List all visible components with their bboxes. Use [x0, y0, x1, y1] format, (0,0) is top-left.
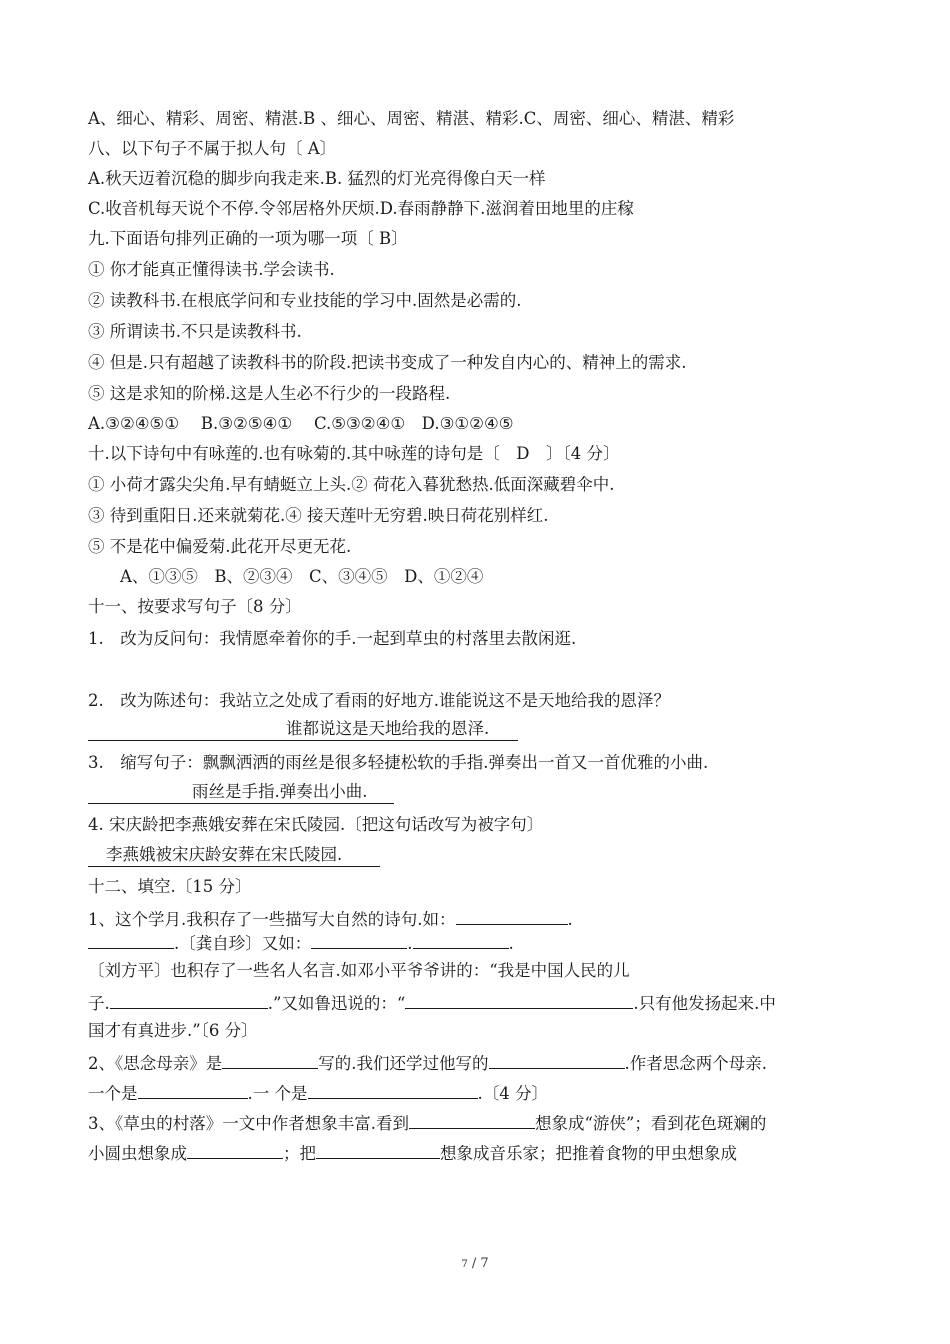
- fill-q1-line-4: [88, 990, 878, 1015]
- section-11-q1: 1. 改为反问句：我情愿牵着你的手.一起到草虫的村落里去散闲逛.: [88, 629, 577, 648]
- question-8: 八、以下句子不属于拟人句〔 A〕: [88, 139, 337, 158]
- blank-13[interactable]: [316, 1140, 440, 1159]
- question-10-options: A、①③⑤ B、②③④ C、③④⑤ D、①②④: [120, 567, 484, 586]
- blank-5[interactable]: [110, 990, 268, 1009]
- fill-q2-line-1: [88, 1050, 878, 1075]
- question-10-item-5: ⑤ 不是花中偏爱菊.此花开尽更无花.: [88, 537, 352, 556]
- page-footer: [0, 1256, 950, 1271]
- question-10: 十.以下诗句中有咏莲的.也有咏菊的.其中咏莲的诗句是〔 D 〕〔4 分〕: [88, 444, 620, 463]
- question-10-item-3-4: ③ 待到重阳日.还来就菊花.④ 接天莲叶无穷碧.映日荷花别样红.: [88, 506, 549, 525]
- fill-q3-text-b2: ；把: [283, 1144, 316, 1163]
- section-11-q4-answer: [88, 844, 380, 867]
- fill-q1-text-a: 1、这个学月.我积存了一些描写大自然的诗句.如：: [88, 910, 456, 929]
- fill-q2-text-b2: .一 个是: [247, 1084, 308, 1103]
- answer-4-text: 李燕娥被宋庆龄安葬在宋氏陵园.: [106, 845, 343, 864]
- fill-q3-text-a2: 想象成“游侠”；看到花色斑斓的: [535, 1114, 767, 1133]
- question-9-item-4: ④ 但是.只有超越了读教科书的阶段.把读书变成了一种发自内心的、精神上的需求.: [88, 353, 687, 372]
- fill-q1-line-3: 〔刘方平〕也积存了一些名人名言.如邓小平爷爷讲的：“我是中国人民的儿: [88, 961, 630, 980]
- fill-q2-text-b3: .〔4 分〕: [477, 1084, 548, 1103]
- section-11-q3-answer: [88, 781, 394, 804]
- blank-11[interactable]: [409, 1110, 535, 1129]
- question-10-item-1-2: ① 小荷才露尖尖角.早有蜻蜓立上头.② 荷花入暮犹愁热.低面深藏碧伞中.: [88, 475, 615, 494]
- question-9-item-3: ③ 所谓读书.不只是读教科书.: [88, 322, 302, 341]
- fill-q3-text-a1: 3、《草虫的村落》一文中作者想象丰富.看到: [88, 1114, 409, 1133]
- blank-3[interactable]: [311, 930, 407, 949]
- fill-q3-text-b1: 小圆虫想象成: [88, 1144, 187, 1163]
- answer-3-text: 雨丝是手指.弹奏出小曲.: [192, 782, 368, 801]
- blank-10[interactable]: [308, 1080, 478, 1099]
- blank-4[interactable]: [413, 930, 509, 949]
- question-9-item-1: ① 你才能真正懂得读书.学会读书.: [88, 260, 335, 279]
- fill-q2-text-a1: 2、《思念母亲》是: [88, 1054, 223, 1073]
- fill-q1-text-d3: .只有他发扬起来.中: [633, 994, 776, 1013]
- blank-2[interactable]: [88, 930, 174, 949]
- section-11-q2: 2. 改为陈述句：我站立之处成了看雨的好地方.谁能说这不是天地给我的恩泽？: [88, 691, 670, 710]
- fill-q2-text-b1: 一个是: [88, 1084, 138, 1103]
- blank-8[interactable]: [489, 1050, 625, 1069]
- page-number: 7: [461, 1259, 468, 1270]
- question-9-options: A.③②④⑤① B.③②⑤④① C.⑤③②④① D.③①②④⑤: [88, 414, 514, 433]
- question-8-options-ab: A.秋天迈着沉稳的脚步向我走来.B. 猛烈的灯光亮得像白天一样: [88, 169, 546, 188]
- answer-2-text: 谁都说这是天地给我的恩泽.: [286, 719, 490, 738]
- blank-9[interactable]: [138, 1080, 248, 1099]
- options-line-a: A、细心、精彩、周密、精湛.B 、细心、周密、精湛、精彩.C、周密、细心、精湛、精彩: [88, 109, 735, 128]
- fill-q1-line-1: 1、这个学月.我积存了一些描写大自然的诗句.如： .: [88, 906, 878, 931]
- section-11-q2-answer: [88, 718, 518, 741]
- question-8-options-cd: C.收音机每天说个不停.令邻居格外厌烦.D.春雨静静下.滋润着田地里的庄稼: [88, 199, 634, 218]
- blank-12[interactable]: [187, 1140, 283, 1159]
- question-9: 九.下面语句排列正确的一项为哪一项〔 B〕: [88, 229, 408, 248]
- fill-q3-line-2: [88, 1140, 878, 1165]
- fill-q3-line-1: [88, 1110, 878, 1135]
- fill-q1-text-d1: 子.: [88, 994, 110, 1013]
- fill-q2-text-a3: .作者思念两个母亲.: [624, 1054, 767, 1073]
- section-11-q3: 3. 缩写句子：飘飘洒洒的雨丝是很多轻捷松软的手指.弹奏出一首又一首优雅的小曲.: [88, 753, 709, 772]
- blank-1[interactable]: [456, 906, 568, 925]
- fill-q2-text-a2: 写的.我们还学过他写的: [318, 1054, 489, 1073]
- question-9-item-5: ⑤ 这是求知的阶梯.这是人生必不行少的一段路程.: [88, 384, 451, 403]
- fill-q2-line-2: [88, 1080, 878, 1105]
- fill-q3-text-b3: 想象成音乐家；把推着食物的甲虫想象成: [440, 1144, 737, 1163]
- fill-q1-text-d2: .”又如鲁迅说的：“: [267, 994, 406, 1013]
- blank-6[interactable]: [405, 990, 633, 1009]
- fill-q1-line-5: 国才有真进步.”〔6 分〕: [88, 1021, 258, 1040]
- fill-q1-text-b: .〔龚自珍〕又如：: [174, 934, 312, 953]
- question-9-item-2: ② 读教科书.在根底学问和专业技能的学习中.固然是必需的.: [88, 291, 522, 310]
- section-12-title: 十二、填空.〔15 分〕: [88, 877, 252, 896]
- section-11-q4: 4. 宋庆龄把李燕娥安葬在宋氏陵园.〔把这句话改写为被字句〕: [88, 815, 544, 834]
- page-total: / 7: [471, 1256, 489, 1271]
- fill-q1-line-2: .〔龚自珍〕又如： . .: [88, 930, 878, 955]
- blank-7[interactable]: [222, 1050, 318, 1069]
- section-11-title: 十一、按要求写句子〔8 分〕: [88, 597, 302, 616]
